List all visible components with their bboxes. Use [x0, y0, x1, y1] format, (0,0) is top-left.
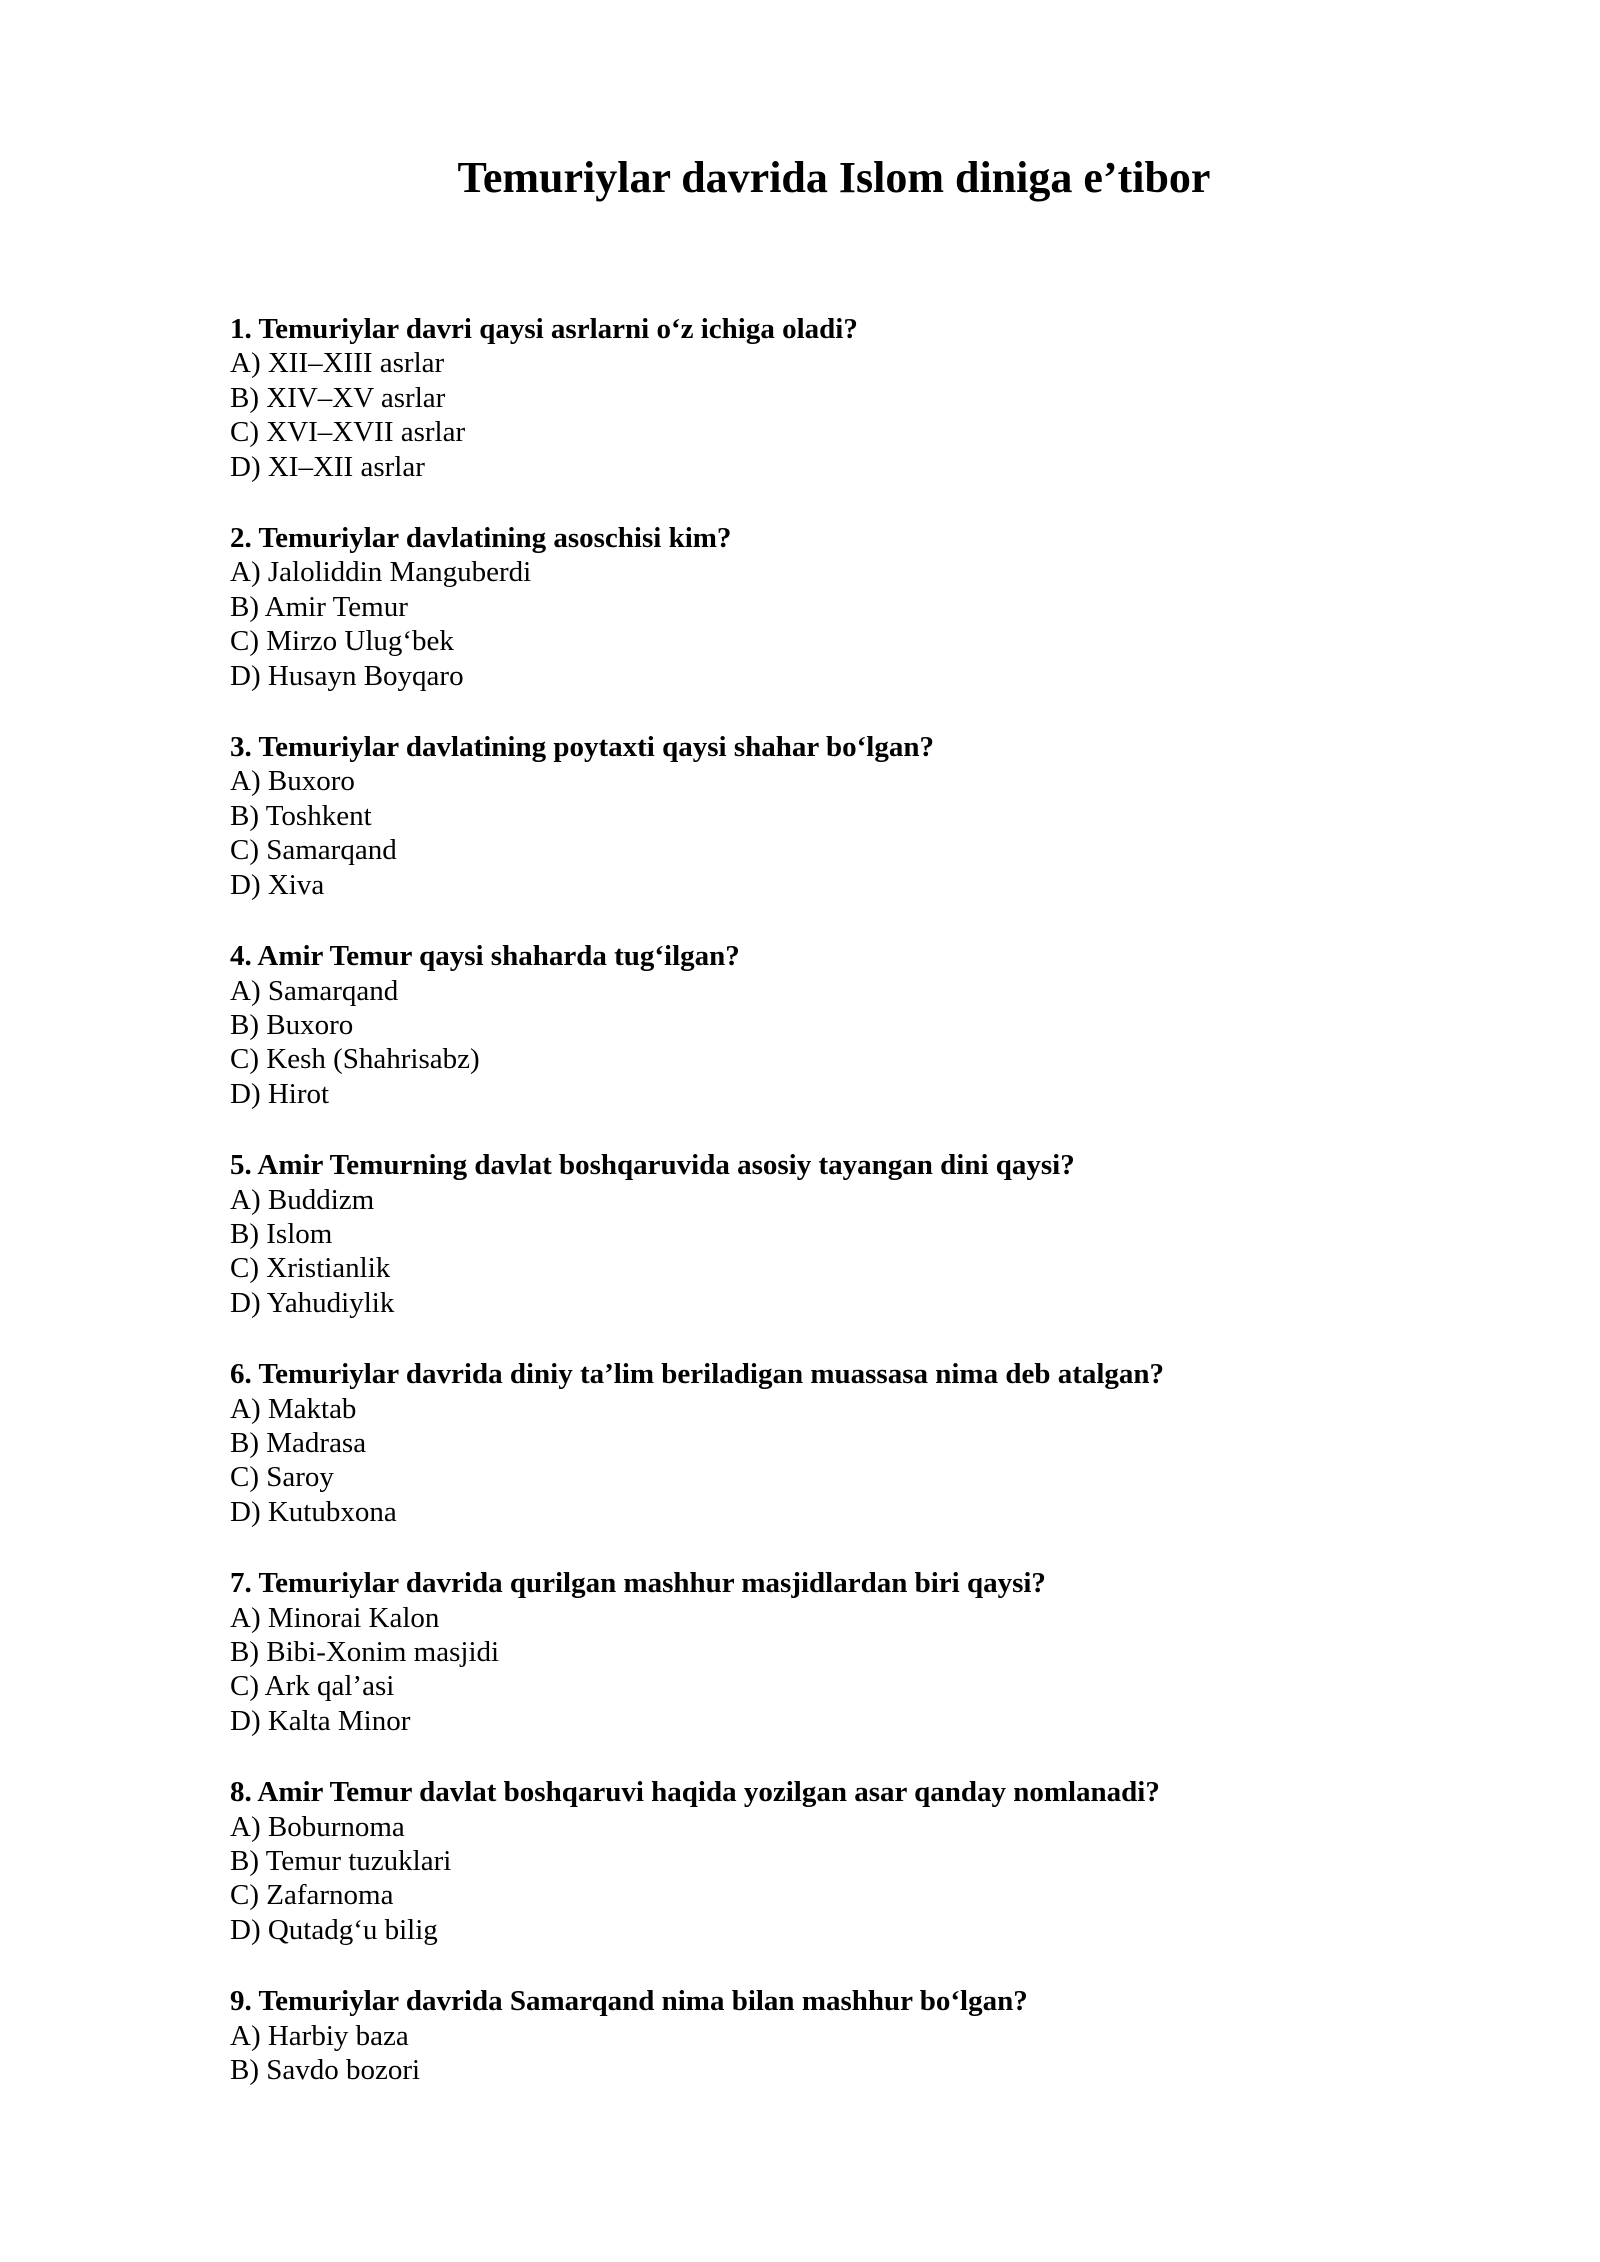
option-b: B) Temur tuzuklari	[230, 1845, 452, 1878]
option-d: D) Qutadg‘u bilig	[230, 1913, 438, 1946]
option-b: B) Toshkent	[230, 799, 372, 832]
question-list	[230, 312, 1410, 2124]
option-c: C) Saroy	[230, 1461, 334, 1494]
option-a: A) Minorai Kalon	[230, 1601, 440, 1634]
option-d: D) Husayn Boyqaro	[230, 659, 464, 692]
option-d: D) Kalta Minor	[230, 1704, 411, 1737]
option-b: B) Madrasa	[230, 1426, 367, 1459]
option-a: A) Jaloliddin Manguberdi	[230, 556, 532, 589]
question-2	[230, 521, 1410, 693]
question-4	[230, 939, 1410, 1111]
question-7	[230, 1566, 1410, 1738]
option-a: A) Harbiy baza	[230, 2019, 409, 2052]
option-c: C) Samarqand	[230, 834, 397, 867]
option-d: D) Yahudiylik	[230, 1286, 395, 1319]
question-9	[230, 1984, 1410, 2087]
option-a: A) Buddizm	[230, 1183, 375, 1216]
option-c: C) XVI–XVII asrlar	[230, 416, 466, 449]
option-b: B) XIV–XV asrlar	[230, 381, 446, 414]
option-a: A) XII–XIII asrlar	[230, 347, 445, 380]
document-title: Temuriylar davrida Islom diniga e’tibor	[457, 153, 1211, 202]
question-text: 3. Temuriylar davlatining poytaxti qaysi shahar bo‘lgan?	[230, 731, 934, 764]
option-c: C) Kesh (Shahrisabz)	[230, 1043, 480, 1076]
answer-options	[230, 1392, 1410, 1530]
question-3	[230, 730, 1410, 902]
option-d: D) XI–XII asrlar	[230, 450, 425, 483]
question-5	[230, 1148, 1410, 1320]
question-text: 7. Temuriylar davrida qurilgan mashhur masjidlardan biri qaysi?	[230, 1567, 1046, 1600]
answer-options	[230, 2019, 1410, 2088]
option-b: B) Islom	[230, 1217, 333, 1250]
option-b: B) Bibi-Xonim masjidi	[230, 1636, 500, 1668]
question-8	[230, 1775, 1410, 1947]
option-b: B) Savdo bozori	[230, 2054, 421, 2087]
question-text: 5. Amir Temurning davlat boshqaruvida asosiy tayangan dini qaysi?	[230, 1149, 1075, 1182]
question-text: 8. Amir Temur davlat boshqaruvi haqida yozilgan asar qanday nomlanadi?	[230, 1776, 1160, 1809]
answer-options	[230, 1810, 1410, 1948]
answer-options	[230, 974, 1410, 1112]
question-text: 2. Temuriylar davlatining asoschisi kim?	[230, 522, 732, 555]
answer-options	[230, 555, 1410, 693]
option-b: B) Buxoro	[230, 1008, 354, 1041]
option-c: C) Mirzo Ulug‘bek	[230, 625, 454, 658]
option-a: A) Maktab	[230, 1392, 357, 1425]
question-text: 4. Amir Temur qaysi shaharda tug‘ilgan?	[230, 940, 740, 973]
question-text: 9. Temuriylar davrida Samarqand nima bilan mashhur bo‘lgan?	[230, 1985, 1028, 2018]
option-c: C) Zafarnoma	[230, 1879, 394, 1912]
answer-options	[230, 1183, 1410, 1321]
question-text: 1. Temuriylar davri qaysi asrlarni o‘z ichiga oladi?	[230, 313, 858, 345]
option-d: D) Hirot	[230, 1077, 330, 1110]
option-b: B) Amir Temur	[230, 590, 408, 623]
answer-options	[230, 764, 1410, 902]
option-a: A) Boburnoma	[230, 1810, 405, 1843]
question-text: 6. Temuriylar davrida diniy ta’lim beriladigan muassasa nima deb atalgan?	[230, 1358, 1165, 1391]
question-1	[230, 312, 1410, 484]
option-a: A) Buxoro	[230, 765, 355, 798]
question-6	[230, 1357, 1410, 1529]
answer-options	[230, 346, 1410, 484]
option-a: A) Samarqand	[230, 974, 399, 1007]
option-c: C) Xristianlik	[230, 1252, 391, 1285]
option-d: D) Kutubxona	[230, 1495, 397, 1528]
option-d: D) Xiva	[230, 868, 325, 901]
option-c: C) Ark qal’asi	[230, 1670, 395, 1703]
answer-options	[230, 1601, 1410, 1739]
